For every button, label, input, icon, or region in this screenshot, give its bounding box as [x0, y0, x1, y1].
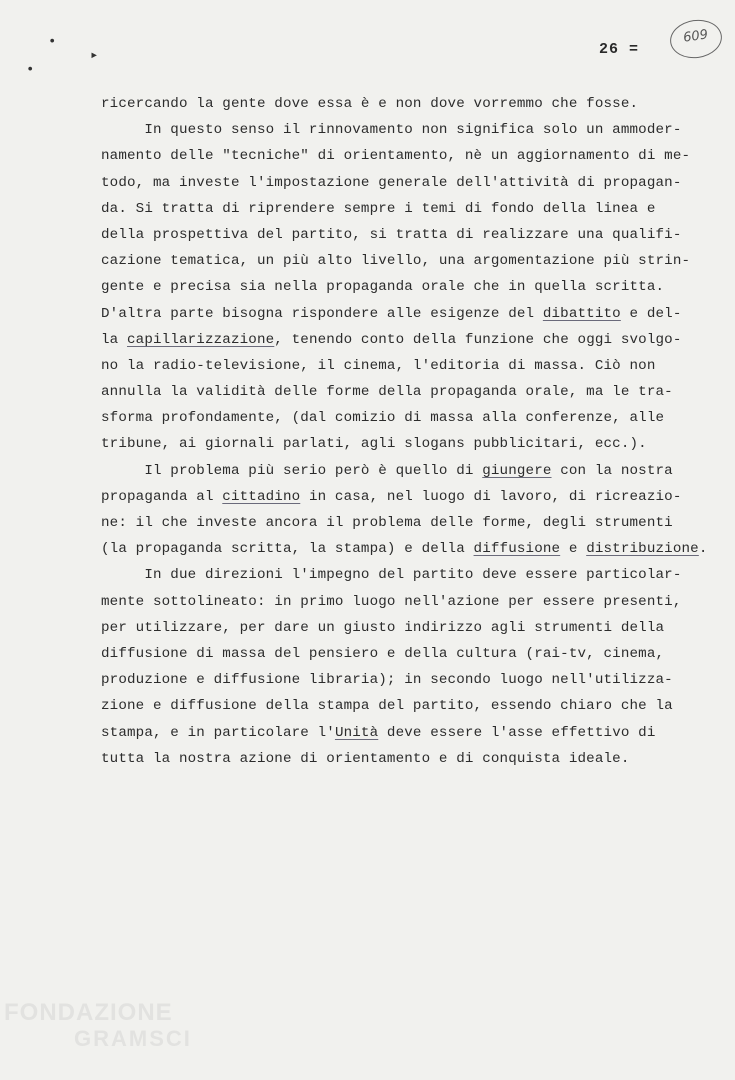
- text-line: [101, 720, 731, 746]
- text-segment: stampa, e in particolare l': [101, 724, 335, 741]
- text-segment: propaganda al: [101, 488, 223, 505]
- watermark-line-1: FONDAZIONE: [4, 999, 173, 1026]
- text-line: [101, 353, 731, 379]
- archive-stamp: [668, 17, 725, 62]
- text-line: [101, 615, 731, 641]
- text-segment: tribune, ai giornali parlati, agli slogans pubblicitari, ecc.).: [101, 436, 647, 453]
- text-segment: (la propaganda scritta, la stampa) e della: [101, 541, 474, 558]
- text-segment: , tenendo conto della funzione che oggi svolgo-: [274, 331, 682, 348]
- text-line: [101, 562, 731, 588]
- text-segment: deve essere l'asse effettivo di: [378, 724, 656, 741]
- mark-dot: •: [48, 34, 57, 50]
- text-line: [101, 431, 731, 457]
- text-segment: annulla la validità delle forme della propaganda orale, ma le tra-: [101, 384, 673, 401]
- text-line: [101, 510, 731, 536]
- text-line: [101, 327, 731, 353]
- text-line: [101, 589, 731, 615]
- underlined-word: diffusione: [473, 541, 561, 558]
- underlined-word: distribuzione: [586, 541, 699, 558]
- stamp-number: 609: [682, 27, 709, 46]
- text-segment: Il problema più serio però è quello di: [101, 462, 483, 479]
- text-line: [101, 248, 731, 274]
- watermark-logo: [4, 1000, 192, 1052]
- underlined-word: capillarizzazione: [127, 331, 275, 348]
- text-line: [101, 667, 731, 693]
- text-segment: todo, ma investe l'impostazione generale dell'attività di propagan-: [101, 174, 682, 191]
- underlined-word: dibattito: [542, 305, 621, 322]
- text-segment: sforma profondamente, (dal comizio di massa alla conferenze, alle: [101, 410, 665, 427]
- text-line: [101, 405, 731, 431]
- text-line: [101, 458, 731, 484]
- mark-arrow: ▸: [90, 48, 99, 64]
- text-segment: mente sottolineato: in primo luogo nell'azione per essere presenti,: [101, 593, 682, 610]
- text-segment: e del-: [620, 305, 682, 322]
- text-line: [101, 746, 731, 772]
- underlined-word: giungere: [482, 462, 552, 479]
- text-line: [101, 117, 731, 143]
- text-segment: diffusione di massa del pensiero e della cultura (rai-tv, cinema,: [101, 645, 665, 662]
- text-segment: .: [698, 541, 708, 558]
- text-segment: la: [101, 331, 127, 348]
- text-line: [101, 484, 731, 510]
- text-line: [101, 91, 731, 117]
- underlined-word: cittadino: [222, 488, 301, 505]
- text-line: [101, 536, 731, 562]
- text-segment: cazione tematica, un più alto livello, una argomentazione più strin-: [101, 253, 691, 270]
- text-line: [101, 196, 731, 222]
- text-segment: ricercando la gente dove essa è e non dove vorremmo che fosse.: [101, 96, 639, 112]
- text-line: [101, 170, 731, 196]
- text-segment: ne: il che investe ancora il problema delle forme, degli strumenti: [101, 515, 673, 531]
- text-segment: da. Si tratta di riprendere sempre i temi di fondo della linea e: [101, 200, 656, 217]
- text-segment: in casa, nel luogo di lavoro, di ricreazio-: [300, 488, 682, 505]
- underlined-word: Unità: [334, 724, 379, 741]
- typewritten-body: [101, 91, 731, 772]
- page-number: 26 =: [599, 41, 640, 58]
- text-line: [101, 301, 731, 327]
- text-segment: namento delle "tecniche" di orientamento, nè un aggiornamento di me-: [101, 148, 691, 165]
- text-segment: gente e precisa sia nella propaganda orale che in quella scritta.: [101, 279, 665, 296]
- text-segment: In due direzioni l'impegno del partito deve essere particolar-: [101, 567, 682, 584]
- text-line: [101, 222, 731, 248]
- text-line: [101, 379, 731, 405]
- mark-dot: •: [26, 62, 35, 78]
- text-line: [101, 641, 731, 667]
- text-segment: con la nostra: [551, 462, 673, 479]
- text-segment: D'altra parte bisogna rispondere alle esigenze del: [101, 305, 543, 322]
- text-segment: per utilizzare, per dare un giusto indirizzo agli strumenti della: [101, 619, 665, 636]
- text-segment: della prospettiva del partito, si tratta di realizzare una qualifi-: [101, 226, 682, 243]
- text-segment: e: [560, 541, 587, 558]
- text-segment: tutta la nostra azione di orientamento e di conquista ideale.: [101, 750, 630, 767]
- text-segment: no la radio-televisione, il cinema, l'editoria di massa. Ciò non: [101, 357, 656, 374]
- text-line: [101, 274, 731, 300]
- text-segment: produzione e diffusione libraria); in secondo luogo nell'utilizza-: [101, 672, 673, 689]
- text-segment: zione e diffusione della stampa del partito, essendo chiaro che la: [101, 698, 673, 715]
- text-line: [101, 693, 731, 719]
- watermark-line-2: GRAMSCI: [74, 1026, 192, 1051]
- text-line: [101, 143, 731, 169]
- text-segment: In questo senso il rinnovamento non significa solo un ammoder-: [101, 122, 682, 139]
